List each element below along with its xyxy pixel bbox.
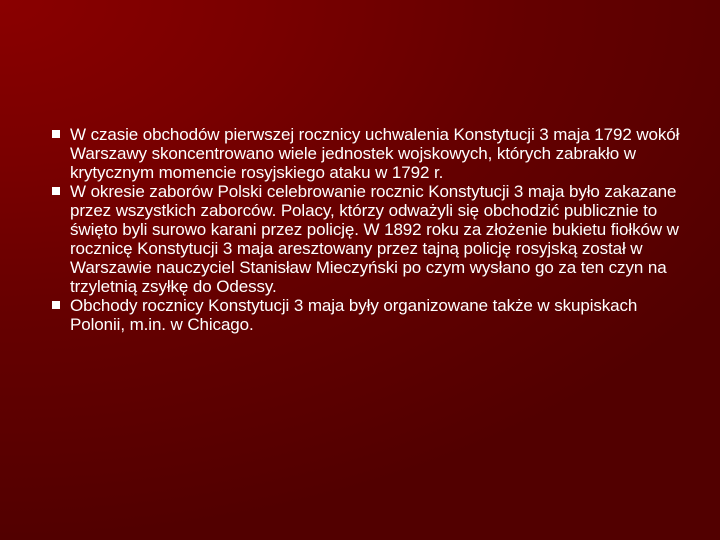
bullet-text: W okresie zaborów Polski celebrowanie rocznic Konstytucji 3 maja było zakazane przez wszystkich zaborców. Polacy, którzy odważyli się obchodzić publicznie to święto byli surowo karani przez policję. W 1892 roku za złożenie bukietu fiołków w rocznicę Konstytucji 3 maja aresztowany przez tajną policję rosyjską został w Warszawie nauczyciel Stanisław Mieczyński po czym wysłano go za ten czyn na trzyletnią zsyłkę do Odessy. (70, 182, 679, 296)
bullet-list (52, 125, 692, 334)
bullet-item (52, 296, 692, 334)
square-bullet-icon (52, 130, 60, 138)
square-bullet-icon (52, 187, 60, 195)
bullet-item (52, 125, 692, 182)
bullet-text: Obchody rocznicy Konstytucji 3 maja były organizowane także w skupiskach Polonii, m.in. w Chicago. (70, 296, 638, 334)
square-bullet-icon (52, 301, 60, 309)
bullet-item (52, 182, 692, 296)
bullet-text: W czasie obchodów pierwszej rocznicy uchwalenia Konstytucji 3 maja 1792 wokół Warszawy skoncentrowano wiele jednostek wojskowych, których zabrakło w krytycznym momencie rosyjskiego ataku w 1792 r. (70, 125, 680, 182)
